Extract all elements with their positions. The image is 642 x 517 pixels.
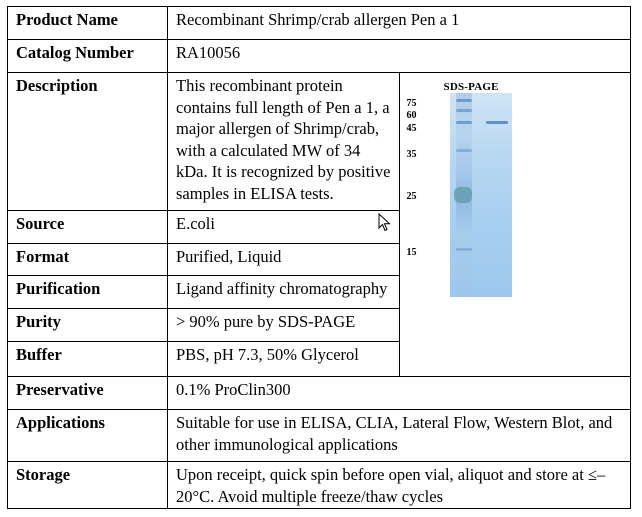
mouse-pointer-icon — [378, 213, 392, 233]
row-value: Recombinant Shrimp/crab allergen Pen a 1 — [168, 7, 631, 40]
gel-image — [450, 93, 512, 297]
mw-marker-label: 45 — [406, 123, 417, 134]
table-row — [8, 73, 631, 211]
row-label: Purity — [8, 309, 168, 342]
mw-marker-label: 60 — [406, 110, 417, 121]
sds-page-figure — [400, 73, 568, 373]
row-label: Format — [8, 244, 168, 276]
row-label: Description — [8, 73, 168, 211]
row-value: Purified, Liquid — [168, 244, 400, 276]
row-label: Storage — [8, 462, 168, 509]
row-value: E.coli — [168, 211, 400, 244]
table-row — [8, 410, 631, 462]
row-label: Applications — [8, 410, 168, 462]
table-row — [8, 7, 631, 40]
product-spec-table — [7, 6, 631, 509]
row-value: Suitable for use in ELISA, CLIA, Lateral Flow, Western Blot, and other immunological applications — [168, 410, 631, 462]
sds-page-figure-cell — [399, 73, 631, 377]
table-row — [8, 462, 631, 509]
sample-band — [486, 121, 508, 124]
row-label: Buffer — [8, 342, 168, 377]
mw-marker-label: 25 — [406, 191, 417, 202]
row-label: Source — [8, 211, 168, 244]
row-value: PBS, pH 7.3, 50% Glycerol — [168, 342, 400, 377]
table-row — [8, 40, 631, 73]
mw-marker-label: 15 — [406, 247, 417, 258]
mw-marker-label: 75 — [406, 98, 417, 109]
row-value: This recombinant protein contains full length of Pen a 1, a major allergen of Shrimp/crab, with a calculated MW of 34 kDa. It is recognized by positive samples in ELISA tests. — [168, 73, 400, 211]
row-label: Catalog Number — [8, 40, 168, 73]
marker-band — [456, 109, 472, 112]
row-label: Preservative — [8, 377, 168, 410]
marker-band — [456, 248, 472, 251]
figure-title: SDS-PAGE — [443, 81, 499, 93]
row-value: 0.1% ProClin300 — [168, 377, 631, 410]
row-label: Product Name — [8, 7, 168, 40]
row-value: Ligand affinity chromatography — [168, 276, 400, 309]
row-value: RA10056 — [168, 40, 631, 73]
row-value: Upon receipt, quick spin before open vial, aliquot and store at ≤–20°C. Avoid multiple freeze/thaw cycles — [168, 462, 631, 509]
row-label: Purification — [8, 276, 168, 309]
table-row — [8, 377, 631, 410]
marker-band — [454, 187, 472, 203]
marker-band — [456, 121, 472, 124]
marker-band — [456, 99, 472, 102]
mw-marker-label: 35 — [406, 149, 417, 160]
row-value: > 90% pure by SDS-PAGE — [168, 309, 400, 342]
marker-band — [456, 149, 472, 152]
